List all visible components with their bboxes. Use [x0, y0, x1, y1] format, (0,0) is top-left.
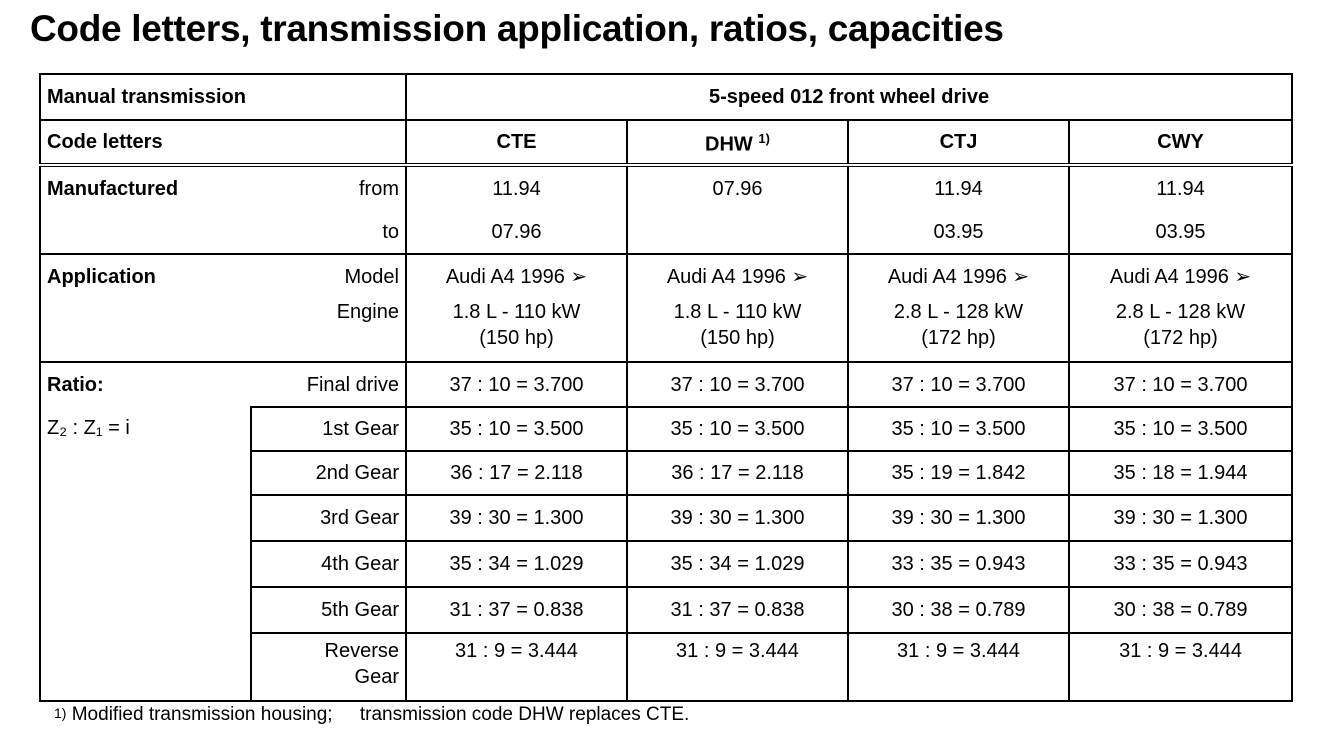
- 3rd-gear-dhw: 39 : 30 = 1.300: [627, 495, 848, 541]
- 1st-gear-ctj: 35 : 10 = 3.500: [848, 407, 1069, 451]
- engine-dhw: [627, 299, 848, 362]
- to-label: to: [382, 221, 399, 243]
- engine-label: Engine: [336, 301, 399, 323]
- 2nd-gear-label: 2nd Gear: [251, 451, 406, 495]
- engine-cte: [406, 299, 627, 362]
- code-dhw: [627, 120, 848, 165]
- footnote: [54, 704, 689, 726]
- code-cte: CTE: [406, 120, 627, 165]
- engine-cte-power: 1.8 L - 110 kW: [452, 301, 581, 323]
- footnote-text-1: Modified transmission housing;: [71, 704, 333, 725]
- engine-cwy-power: 2.8 L - 128 kW: [1115, 301, 1246, 323]
- 3rd-gear-cwy: 39 : 30 = 1.300: [1069, 495, 1292, 541]
- manual-transmission-label: Manual transmission: [47, 86, 246, 108]
- 2nd-gear-dhw: 36 : 17 = 2.118: [627, 451, 848, 495]
- final-drive-dhw: 37 : 10 = 3.700: [627, 362, 848, 407]
- footnote-mark: 1): [54, 705, 67, 721]
- row-application-engine: [40, 299, 1292, 362]
- header-row-code-letters: [40, 120, 1292, 165]
- row-final-drive: [40, 362, 1292, 407]
- manufactured-label: Manufactured: [40, 165, 251, 211]
- application-label: Application: [40, 254, 251, 299]
- 1st-gear-dhw: 35 : 10 = 3.500: [627, 407, 848, 451]
- header-row-transmission: [40, 74, 1292, 120]
- manufactured-from-dhw: 07.96: [627, 165, 848, 211]
- ratio-formula: Z₂ : Z₁ = i: [47, 417, 130, 439]
- manufactured-from-cte: 11.94: [406, 165, 627, 211]
- engine-cwy: [1069, 299, 1292, 362]
- engine-ctj: [848, 299, 1069, 362]
- from-label: from: [251, 165, 406, 211]
- model-label: Model: [251, 254, 406, 299]
- engine-cte-hp: (150 hp): [479, 327, 554, 349]
- code-ctj: CTJ: [848, 120, 1069, 165]
- 5th-gear-label: 5th Gear: [251, 587, 406, 633]
- 4th-gear-cwy: 33 : 35 = 0.943: [1069, 541, 1292, 587]
- engine-dhw-hp: (150 hp): [700, 327, 775, 349]
- 2nd-gear-ctj: 35 : 19 = 1.842: [848, 451, 1069, 495]
- 2nd-gear-cwy: 35 : 18 = 1.944: [1069, 451, 1292, 495]
- 3rd-gear-cte: 39 : 30 = 1.300: [406, 495, 627, 541]
- 5th-gear-dhw: 31 : 37 = 0.838: [627, 587, 848, 633]
- 3rd-gear-label: 3rd Gear: [251, 495, 406, 541]
- manufactured-from-ctj: 11.94: [848, 165, 1069, 211]
- row-manufactured-from: [40, 165, 1292, 211]
- transmission-type-label: 5-speed 012 front wheel drive: [406, 74, 1292, 120]
- manufactured-to-cwy: 03.95: [1069, 211, 1292, 254]
- 4th-gear-ctj: 33 : 35 = 0.943: [848, 541, 1069, 587]
- manufactured-to-ctj: 03.95: [848, 211, 1069, 254]
- code-dhw-footnote-mark: 1): [758, 131, 770, 147]
- 1st-gear-cte: 35 : 10 = 3.500: [406, 407, 627, 451]
- reverse-gear-dhw: 31 : 9 = 3.444: [627, 633, 848, 701]
- model-cte: Audi A4 1996 ➢: [406, 254, 627, 299]
- row-manufactured-to: [40, 211, 1292, 254]
- code-cwy: CWY: [1069, 120, 1292, 165]
- engine-dhw-power: 1.8 L - 110 kW: [673, 301, 802, 323]
- 4th-gear-dhw: 35 : 34 = 1.029: [627, 541, 848, 587]
- final-drive-ctj: 37 : 10 = 3.700: [848, 362, 1069, 407]
- model-ctj: Audi A4 1996 ➢: [848, 254, 1069, 299]
- model-cwy: Audi A4 1996 ➢: [1069, 254, 1292, 299]
- manufactured-to-cte: 07.96: [406, 211, 627, 254]
- model-dhw: Audi A4 1996 ➢: [627, 254, 848, 299]
- final-drive-label: Final drive: [251, 362, 406, 407]
- reverse-gear-cwy: 31 : 9 = 3.444: [1069, 633, 1292, 701]
- reverse-gear-ctj: 31 : 9 = 3.444: [848, 633, 1069, 701]
- 3rd-gear-ctj: 39 : 30 = 1.300: [848, 495, 1069, 541]
- 5th-gear-cte: 31 : 37 = 0.838: [406, 587, 627, 633]
- engine-ctj-power: 2.8 L - 128 kW: [893, 301, 1024, 323]
- ratio-label: Ratio:: [40, 362, 251, 407]
- 5th-gear-cwy: 30 : 38 = 0.789: [1069, 587, 1292, 633]
- row-application-model: [40, 254, 1292, 299]
- 1st-gear-label: 1st Gear: [251, 407, 406, 451]
- 2nd-gear-cte: 36 : 17 = 2.118: [406, 451, 627, 495]
- reverse-gear-label: Reverse Gear: [251, 633, 406, 701]
- manufactured-from-cwy: 11.94: [1069, 165, 1292, 211]
- transmission-table: [39, 73, 1293, 702]
- code-letters-label: Code letters: [40, 120, 406, 165]
- 1st-gear-cwy: 35 : 10 = 3.500: [1069, 407, 1292, 451]
- manufactured-to-dhw: [627, 211, 848, 254]
- engine-cwy-hp: (172 hp): [1143, 327, 1218, 349]
- 4th-gear-label: 4th Gear: [251, 541, 406, 587]
- final-drive-cte: 37 : 10 = 3.700: [406, 362, 627, 407]
- footnote-text-2: transmission code DHW replaces CTE.: [359, 704, 690, 725]
- row-1st-gear: [40, 407, 1292, 451]
- reverse-gear-cte: 31 : 9 = 3.444: [406, 633, 627, 701]
- code-dhw-text: DHW: [705, 133, 753, 156]
- page-title: Code letters, transmission application, ratios, capacities: [30, 8, 1004, 49]
- 5th-gear-ctj: 30 : 38 = 0.789: [848, 587, 1069, 633]
- engine-ctj-hp: (172 hp): [921, 327, 996, 349]
- final-drive-cwy: 37 : 10 = 3.700: [1069, 362, 1292, 407]
- 4th-gear-cte: 35 : 34 = 1.029: [406, 541, 627, 587]
